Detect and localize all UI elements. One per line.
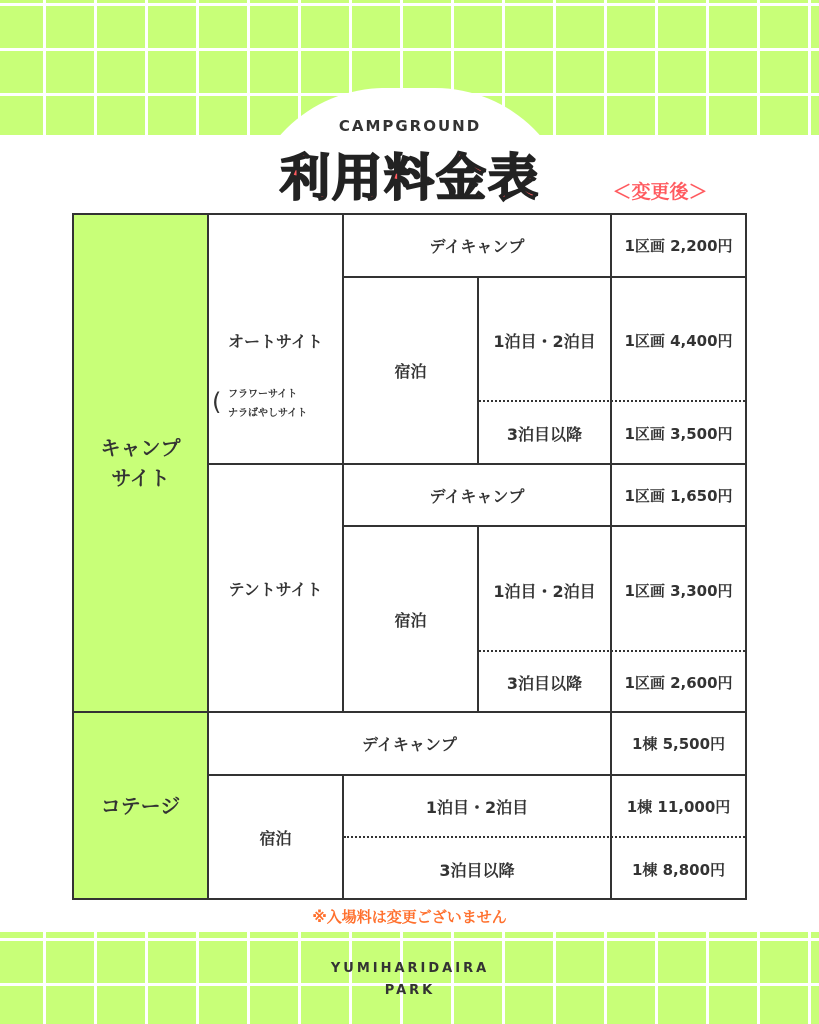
auto-day-camp-cell: デイキャンプ [342,213,612,278]
park-name-footer [300,958,520,1002]
cottage-stay-divider [344,836,745,838]
tent-day-camp-cell: デイキャンプ [342,463,612,527]
cottage-day-price-cell: 1棟 5,500円 [610,711,747,776]
entrance-fee-note: ※入場料は変更ございません [312,908,507,926]
auto-stay-divider [479,400,745,402]
auto-site-sub-line1: フラワーサイト [228,389,298,400]
tent-nights-3: 3泊目以降 [506,674,583,693]
tent-day-price-cell: 1区画 1,650円 [610,463,747,527]
auto-site-subnote [216,385,344,423]
tent-site-name-cell: テントサイト [207,463,344,713]
auto-price-1-2: 1区画 4,400円 [624,331,733,350]
cottage-price-3: 1棟 8,800円 [631,860,726,879]
cottage-group-label: コテージ [72,711,209,900]
auto-day-price-cell: 1区画 2,200円 [610,213,747,278]
auto-site-name: オートサイト [228,332,323,351]
tent-price-3: 1区画 2,600円 [624,674,733,692]
cottage-nights-3: 3泊目以降 [439,860,515,880]
tent-nights-1-2: 1泊目・2泊目 [493,581,596,601]
cottage-stay-cell: 宿泊 [207,774,344,900]
page-subtitle: ＜変更後＞ [612,181,708,203]
tent-stay-cell: 宿泊 [342,525,479,713]
auto-nights-3: 3泊目以降 [506,424,583,444]
campsite-label-line2: サイト [111,466,170,490]
auto-site-name-cell [207,213,344,465]
tent-stay-divider [479,650,745,652]
cottage-day-camp-cell: デイキャンプ [207,711,612,776]
auto-price-3: 1区画 3,500円 [624,424,733,443]
page-title: 利用料金表 [280,149,540,207]
auto-site-subnote-bracket: ( [212,388,222,416]
campsite-label-line1: キャンプ [100,436,181,460]
cottage-price-1-2: 1棟 11,000円 [626,797,731,816]
footer-line1: YUMIHARIDAIRA [330,961,490,976]
tent-price-1-2: 1区画 3,300円 [624,581,733,600]
campsite-group-label [72,213,209,713]
auto-stay-cell: 宿泊 [342,276,479,465]
header-kicker: CAMPGROUND [338,117,482,135]
auto-nights-1-2: 1泊目・2泊目 [493,331,596,351]
footer-line2: PARK [384,983,436,998]
cottage-nights-1-2: 1泊目・2泊目 [425,797,529,817]
auto-site-sub-line2: ナラばやしサイト [228,408,308,419]
